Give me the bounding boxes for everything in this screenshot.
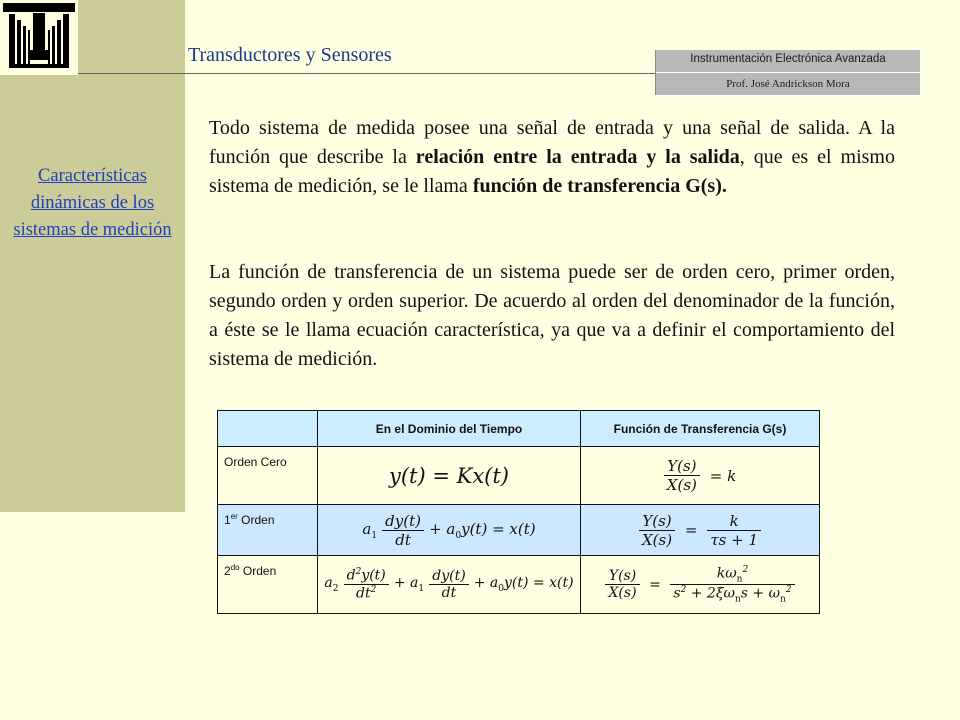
table-header-time: En el Dominio del Tiempo (318, 411, 581, 447)
course-divider (656, 72, 920, 73)
paragraph-orders: La función de transferencia de un sistema puede ser de orden cero, primer orden, segundo orden y orden superior. De acuerdo al orden del denominador de la función, a éste se le llama ecuación característica, ya que va a definir el comportamiento del sistema de medición. (209, 261, 895, 370)
intro-text-1: Todo sistema de medida posee una señal de entrada y una señal de salida. A la función que describe la (209, 117, 895, 168)
intro-bold-2: función de transferencia G(s). (472, 175, 727, 197)
intro-text-2: , que es el mismo sistema de medición, se le llama (209, 146, 895, 197)
transfer-function-second: $\frac{Y(s)}{X(s)}$ = $\frac{k\omega_n^2}{s^2 + 2\xi\omega_ns + \omega_n^2}$ (581, 556, 820, 614)
row-label-order-zero: Orden Cero (218, 447, 318, 505)
row-label-first-order: 1er Orden (218, 505, 318, 556)
row-label-second-order: $2^{do}$ Orden (218, 556, 318, 614)
transfer-function-table (217, 410, 820, 614)
course-badge (655, 50, 920, 95)
table-row (218, 447, 820, 505)
table-header-transfer: Función de Transferencia G(s) (581, 411, 820, 447)
section-link[interactable]: Características dinámicas de los sistemas de medición (13, 166, 172, 240)
header-divider (78, 73, 656, 74)
table-header-empty (218, 411, 318, 447)
page-title: Transductores y Sensores (188, 44, 392, 66)
time-domain-equation-second: $a_2$ $\frac{d^2y(t)}{dt^2}$ + $a_1$ $\frac{dy(t)}{dt}$ + $a_0y(t) = x(t)$ (318, 556, 581, 614)
transfer-function-zero: $\frac{Y(s)}{X(s)}$ = k (581, 447, 820, 505)
sidebar-panel (0, 0, 185, 512)
table-row (218, 505, 820, 556)
table-row (218, 556, 820, 614)
course-name: Instrumentación Electrónica Avanzada (690, 53, 886, 65)
time-domain-equation-zero: y(t) = Kx(t) (318, 447, 581, 505)
time-domain-equation-first: $a_1$ $\frac{dy(t)}{dt}$ + $a_0y(t) = x(t)$ (318, 505, 581, 556)
professor-name: Prof. José Andrickson Mora (726, 78, 850, 90)
transfer-function-first: $\frac{Y(s)}{X(s)}$ = $\frac{k}{\tau s + 1}$ (581, 505, 820, 556)
institution-logo-icon (0, 0, 78, 75)
paragraph-intro (209, 114, 895, 201)
intro-bold-1: relación entre la entrada y la salida (415, 146, 740, 168)
